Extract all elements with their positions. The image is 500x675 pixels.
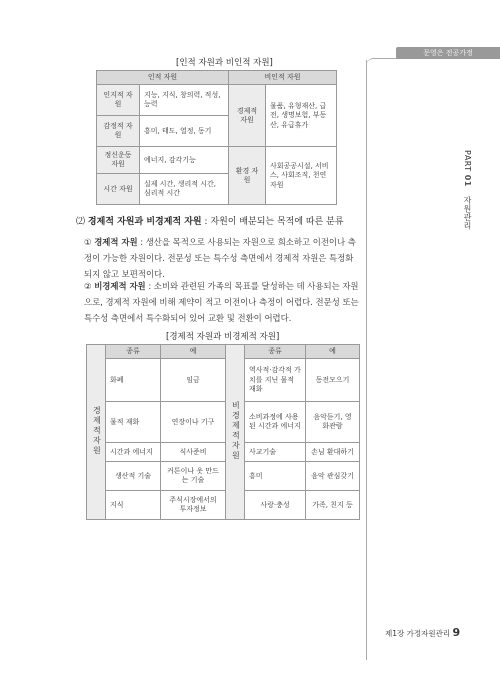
- table-cell: 화폐: [106, 359, 161, 402]
- table-cell: 지능, 지식, 창의력, 적성, 능력: [140, 85, 229, 116]
- part-number: 01: [463, 174, 472, 187]
- table-cell: 손님 환대하기: [306, 443, 360, 462]
- table-cell: 물품, 유형재산, 급전, 생명보험, 부동산, 유급휴가: [266, 85, 337, 147]
- item-number: ②: [84, 281, 92, 291]
- chapter-title: 제1장 가정자원관리: [385, 629, 451, 638]
- table-cell: 음악듣기, 영화관람: [306, 402, 360, 443]
- table-cell: 주식시장에서의 투자정보: [161, 491, 226, 520]
- table-cell: 사랑·충성: [245, 491, 306, 520]
- item-text: : 소비와 관련된 가족의 목표를 달성하는 데 사용되는 자원으로, 경제적 자원에 비해 제약이 적고 이전이나 측정이 어렵다. 전문성 또는 특수성 측면에서 특수화되어 있어 교환 및 전환이 어렵다.: [84, 281, 359, 323]
- section-number: ⑵: [76, 217, 86, 227]
- section-heading: [76, 216, 361, 230]
- sidebar-frame-line: [366, 60, 367, 660]
- table2-header-example2: 예: [306, 345, 360, 359]
- table-cell: 동전모으기: [306, 359, 360, 402]
- table2-header-example: 예: [161, 345, 226, 359]
- item-text: : 생산을 목적으로 사용되는 자원으로 희소하고 이전이나 측정이 가능한 자원이다. 전문성 또는 특수성 측면에서 경제적 자원은 특정화되지 않고 보편적이다.: [84, 237, 356, 279]
- table-cell: 사회공공시설, 서비스, 사회조직, 천연자원: [266, 147, 337, 205]
- table-row-label: 정신운동 자원: [97, 147, 140, 174]
- table2-header-kind: 종류: [106, 345, 161, 359]
- table-cell: 역사적·감각적 가치를 지닌 물적 재화: [245, 359, 306, 402]
- paragraph-economic: [84, 234, 359, 282]
- table-cell: 임금: [161, 359, 226, 402]
- item-lead: 경제적 자원: [94, 237, 138, 247]
- nonecon-group-text: 비경제적자원: [231, 400, 241, 461]
- table-cell: 흥미: [245, 462, 306, 491]
- page-footer: [385, 626, 460, 639]
- table-row-label: 시간 자원: [97, 174, 140, 205]
- table-cell: 에너지, 감각기능: [140, 147, 229, 174]
- table1-header-human: 인적 자원: [97, 71, 229, 85]
- part-prefix: PART: [463, 150, 472, 172]
- table-cell: 커튼이나 옷 만드는 기술: [161, 462, 226, 491]
- table-economic-noneconomic: [86, 344, 360, 520]
- table-row-label: 인지적 자원: [97, 85, 140, 116]
- table-cell: 가족, 친지 등: [306, 491, 360, 520]
- item-number: ①: [84, 237, 92, 247]
- table2-header-kind2: 종류: [245, 345, 306, 359]
- nonecon-group-label: [226, 345, 245, 520]
- table-row-label: 경제적 자원: [229, 85, 266, 147]
- table-row-label: 환경 자원: [229, 147, 266, 205]
- table-cell: 식사준비: [161, 443, 226, 462]
- brand-tab: 문영은 전공가정: [396, 47, 500, 59]
- table1-caption: [인적 자원과 비인적 자원]: [176, 58, 273, 68]
- table-cell: 소비과정에 사용된 시간과 에너지: [245, 402, 306, 443]
- table-cell: 시간과 에너지: [106, 443, 161, 462]
- table-cell: 연장이나 기구: [161, 402, 226, 443]
- section-subtitle: : 자원이 배분되는 목적에 따른 분류: [201, 217, 344, 227]
- page-number: 9: [452, 626, 461, 639]
- table-cell: 생산적 기술: [106, 462, 161, 491]
- table-cell: 지식: [106, 491, 161, 520]
- table-human-nonhuman: [96, 70, 337, 205]
- table-cell: 실제 시간, 생리적 시간, 심리적 시간: [140, 174, 229, 205]
- section-title: 경제적 자원과 비경제적 자원: [87, 217, 202, 227]
- econ-group-label: [87, 345, 106, 520]
- table-cell: 흥미, 태도, 열정, 동기: [140, 116, 229, 147]
- part-label: [462, 150, 473, 230]
- sidebar-frame-top: [366, 58, 500, 71]
- econ-group-text: 경제적자원: [92, 405, 102, 456]
- paragraph-noneconomic: [84, 278, 359, 326]
- table-cell: 사교기술: [245, 443, 306, 462]
- table-cell: 음악 관심갖기: [306, 462, 360, 491]
- table1-header-nonhuman: 비인적 자원: [229, 71, 337, 85]
- table-cell: 물적 재화: [106, 402, 161, 443]
- table-row-label: 감정적 자원: [97, 116, 140, 147]
- part-title: 자원관리: [463, 195, 472, 230]
- table2-caption: [경제적 자원과 비경제적 자원]: [166, 332, 280, 342]
- item-lead: 비경제적 자원: [94, 281, 146, 291]
